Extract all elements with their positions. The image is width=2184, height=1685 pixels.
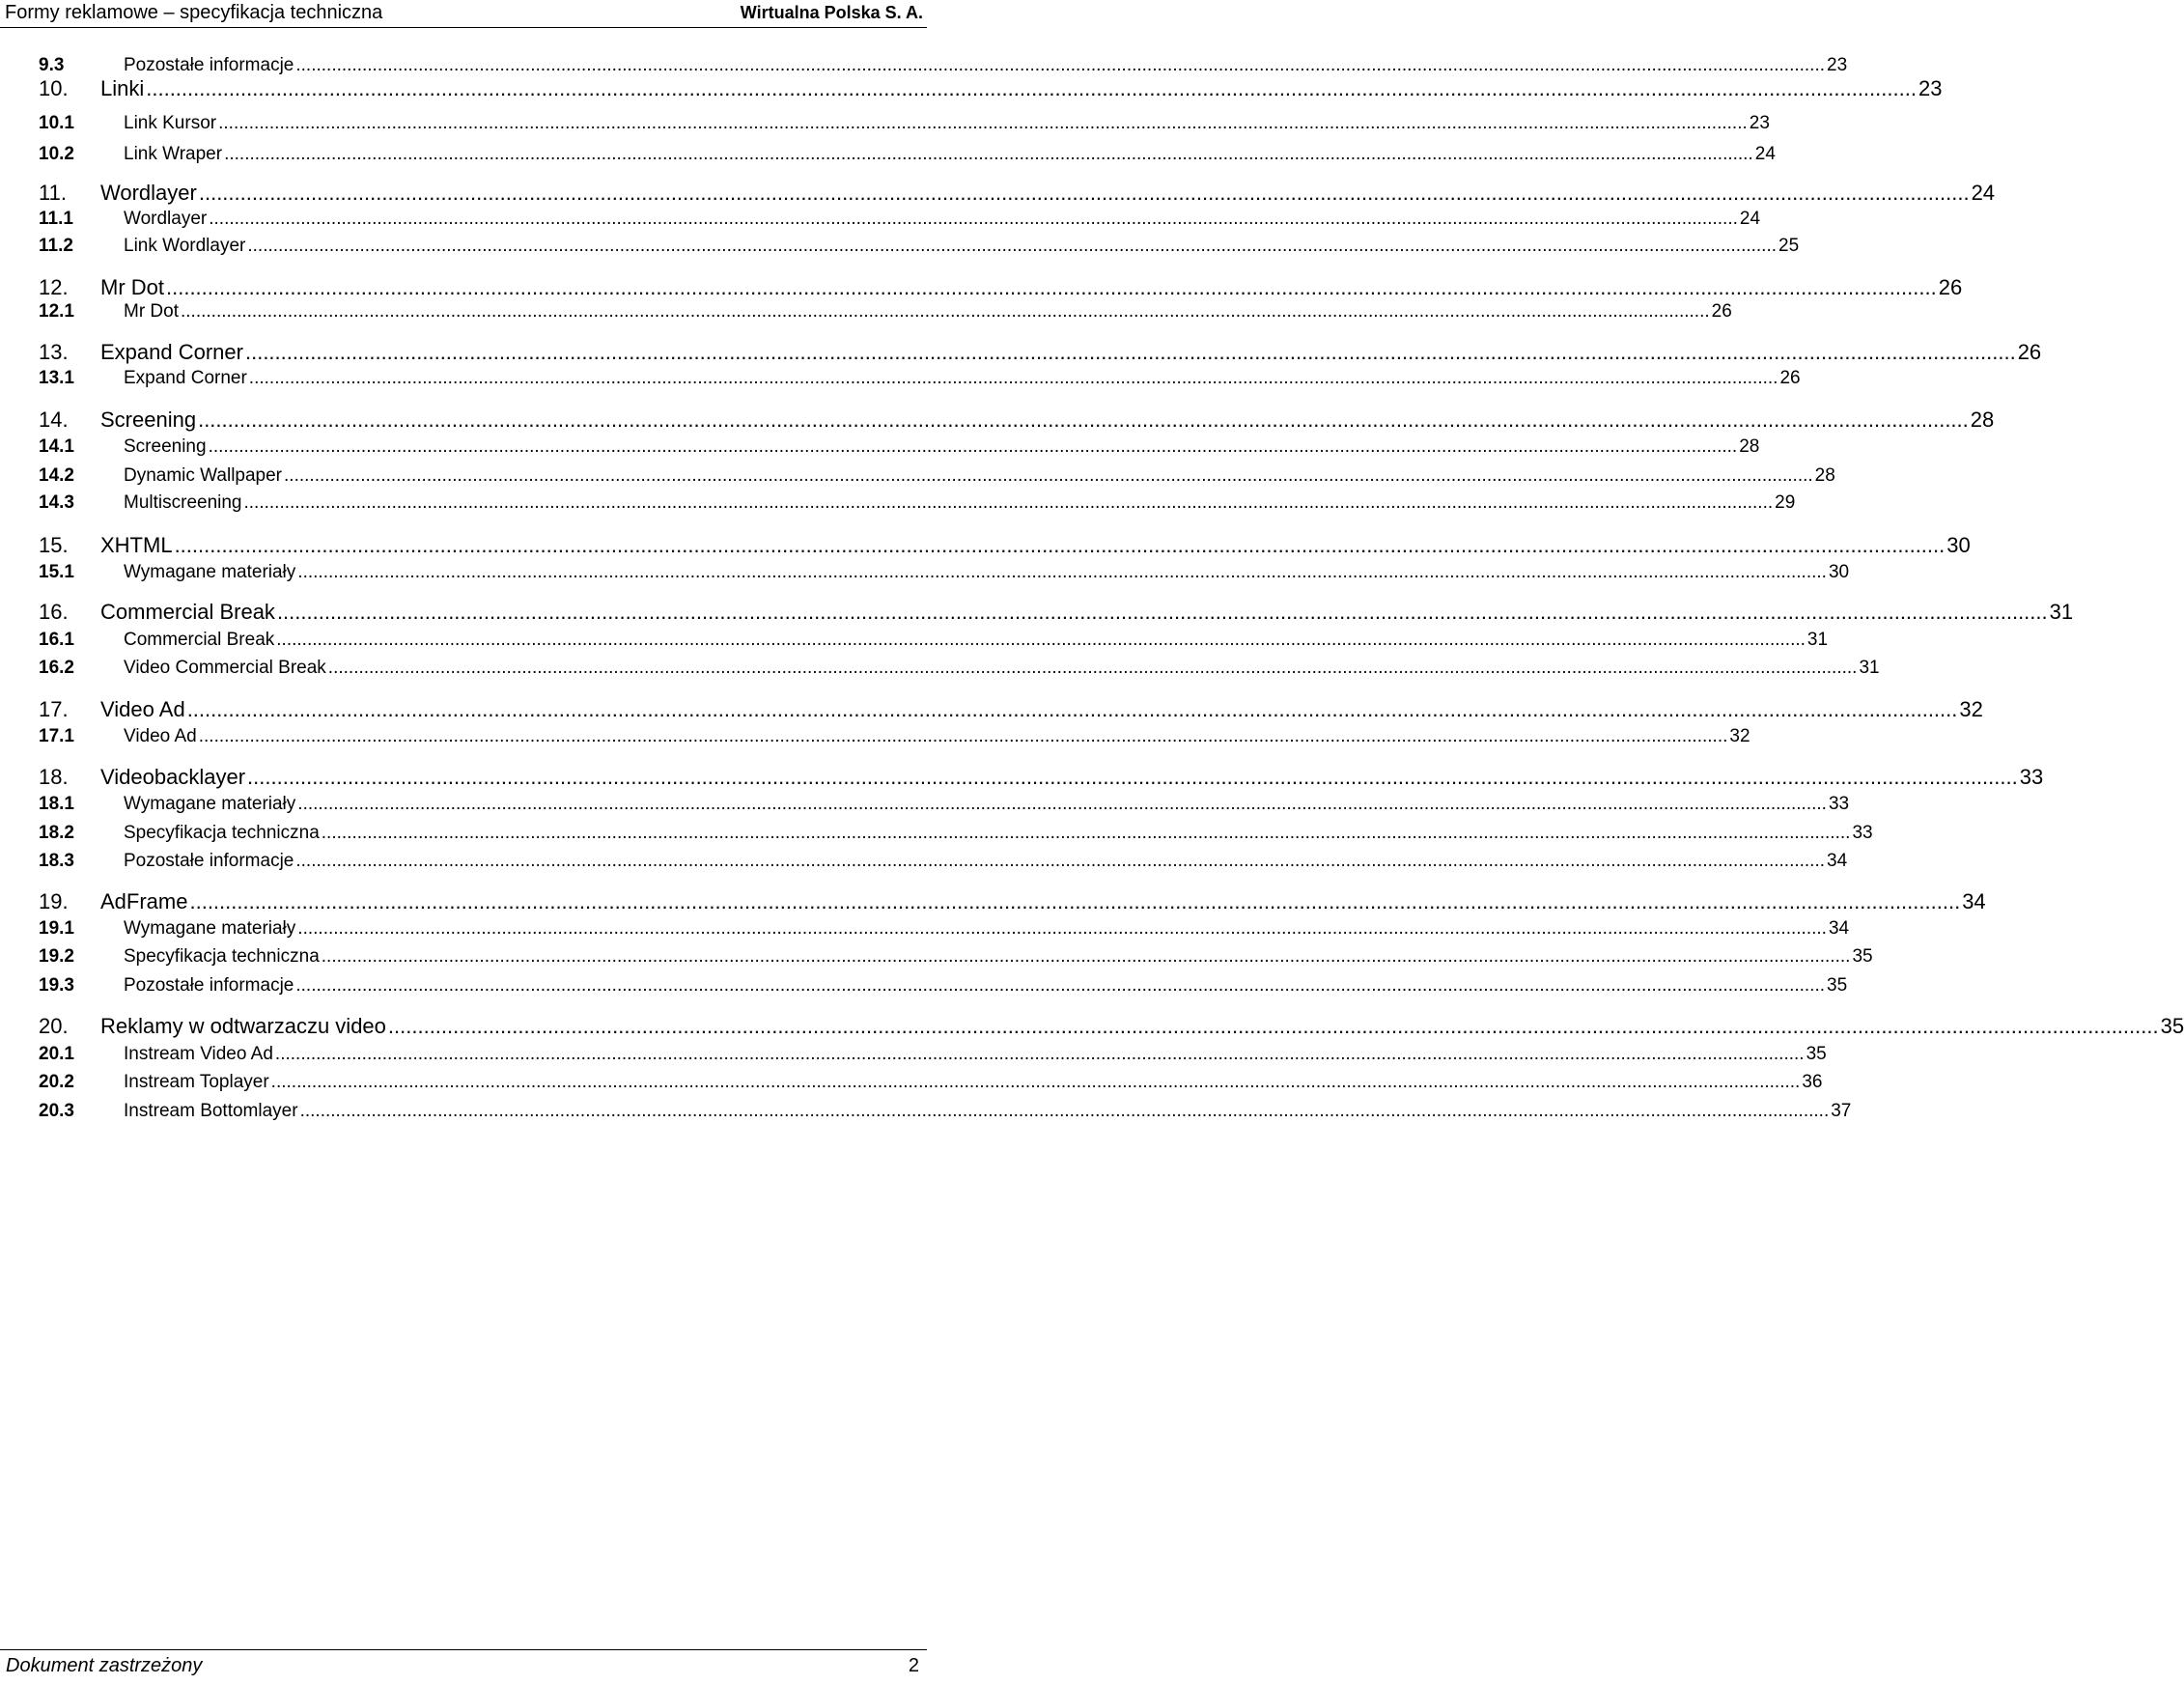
toc-entry-number: 14. [39, 407, 69, 432]
toc-entry-number: 17. [39, 697, 69, 721]
toc-entry-number: 16.2 [39, 658, 74, 678]
toc-entry-page: 36 [1802, 1072, 1823, 1092]
toc-entry[interactable] [39, 209, 1761, 238]
toc-entry-page: 30 [1828, 562, 1850, 582]
toc-entry-page: 35 [1852, 946, 1873, 967]
toc-entry-page: 23 [1749, 113, 1770, 133]
toc-entry-label: Video Ad [100, 697, 185, 721]
toc-entry-label: Videobacklayer [100, 765, 246, 789]
toc-entry-number: 18.2 [39, 823, 74, 843]
dot-leader: ............................................................................................................................................................................................................................................................................................................ [186, 697, 1958, 721]
dot-leader: ............................................................................................................................................................................................................................................................................................................ [270, 1072, 1801, 1092]
toc-entry-number: 20. [39, 1014, 69, 1038]
toc-entry-number: 9.3 [39, 55, 65, 75]
dot-leader: ............................................................................................................................................................................................................................................................................................................ [181, 301, 1710, 322]
toc-entry-number: 13.1 [39, 368, 74, 388]
toc-entry-number: 18.1 [39, 794, 74, 814]
toc-entry-number: 10.2 [39, 144, 74, 164]
toc-entry[interactable] [39, 407, 1995, 436]
toc-entry-label: Dynamic Wallpaper [124, 465, 283, 486]
toc-entry-page: 24 [1754, 144, 1776, 164]
toc-entry[interactable] [39, 697, 1983, 726]
dot-leader: ............................................................................................................................................................................................................................................................................................................ [295, 55, 1826, 75]
toc-entry-page: 35 [1827, 975, 1848, 996]
toc-entry-label: Multiscreening [124, 492, 242, 513]
toc-entry-label: Pozostałe informacje [124, 851, 294, 871]
toc-entry[interactable] [39, 436, 1760, 465]
dot-leader: ............................................................................................................................................................................................................................................................................................................ [198, 407, 1969, 432]
dot-leader: ............................................................................................................................................................................................................................................................................................................ [218, 113, 1748, 133]
toc-entry-number: 10. [39, 76, 69, 100]
toc-entry-number: 16. [39, 600, 69, 624]
dot-leader: ............................................................................................................................................................................................................................................................................................................ [247, 236, 1778, 256]
toc-entry-label: Mr Dot [124, 301, 179, 322]
toc-entry-label: Link Wraper [124, 144, 223, 164]
toc-entry-number: 14.2 [39, 465, 74, 486]
toc-entry-page: 26 [1938, 275, 1963, 299]
toc-entry[interactable] [39, 823, 1873, 852]
toc-entry-label: Mr Dot [100, 275, 164, 299]
toc-entry-number: 16.1 [39, 630, 74, 650]
company-name: Wirtualna Polska S. A. [740, 3, 923, 22]
toc-entry-page: 31 [2049, 600, 2074, 624]
toc-entry-number: 15. [39, 533, 69, 557]
toc-entry[interactable] [39, 113, 1770, 142]
dot-leader: ............................................................................................................................................................................................................................................................................................................ [321, 946, 1851, 967]
toc-entry-page: 29 [1775, 492, 1796, 513]
toc-entry-page: 34 [1828, 918, 1850, 939]
toc-entry-number: 11.1 [39, 209, 73, 229]
dot-leader: ............................................................................................................................................................................................................................................................................................................ [276, 600, 2048, 624]
dot-leader: ............................................................................................................................................................................................................................................................................................................ [243, 492, 1774, 513]
toc-entry-page: 35 [1806, 1044, 1827, 1064]
dot-leader: ............................................................................................................................................................................................................................................................................................................ [321, 823, 1851, 843]
toc-entry-number: 11. [39, 181, 67, 205]
toc-entry[interactable] [39, 76, 1943, 105]
toc-entry-label: Wymagane materiały [124, 794, 296, 814]
toc-entry[interactable] [39, 340, 2042, 369]
dot-leader: ............................................................................................................................................................................................................................................................................................................ [276, 630, 1806, 650]
toc-entry-page: 25 [1778, 236, 1800, 256]
toc-entry[interactable] [39, 600, 2074, 629]
toc-entry[interactable] [39, 946, 1873, 975]
toc-entry[interactable] [39, 658, 1880, 687]
toc-entry-label: Link Wordlayer [124, 236, 246, 256]
toc-entry-number: 17.1 [39, 726, 74, 746]
toc-entry[interactable] [39, 1072, 1823, 1101]
dot-leader: ............................................................................................................................................................................................................................................................................................................ [224, 144, 1753, 164]
toc-entry[interactable] [39, 492, 1796, 521]
toc-entry-page: 31 [1859, 658, 1880, 678]
toc-entry[interactable] [39, 1014, 2184, 1043]
toc-entry-label: Wordlayer [124, 209, 208, 229]
toc-entry-label: XHTML [100, 533, 173, 557]
document-title: Formy reklamowe – specyfikacja techniczna [5, 2, 383, 23]
dot-leader: ............................................................................................................................................................................................................................................................................................................ [295, 975, 1826, 996]
toc-entry-page: 28 [1814, 465, 1835, 486]
toc-entry-label: Expand Corner [124, 368, 247, 388]
toc-entry[interactable] [39, 726, 1750, 755]
toc-entry[interactable] [39, 1044, 1827, 1073]
toc-entry[interactable] [39, 144, 1776, 173]
toc-entry-label: Pozostałe informacje [124, 975, 294, 996]
toc-entry-number: 19.3 [39, 975, 74, 996]
toc-entry-number: 20.2 [39, 1072, 74, 1092]
dot-leader: ............................................................................................................................................................................................................................................................................................................ [297, 918, 1827, 939]
toc-entry-page: 37 [1831, 1101, 1852, 1121]
toc-entry-page: 26 [1711, 301, 1732, 322]
toc-entry[interactable] [39, 889, 1986, 918]
toc-entry-number: 14.3 [39, 492, 74, 513]
toc-entry[interactable] [39, 275, 1963, 304]
toc-entry-number: 19. [39, 889, 69, 913]
toc-entry-label: Video Ad [124, 726, 197, 746]
toc-entry-page: 32 [1959, 697, 1983, 721]
dot-leader: ............................................................................................................................................................................................................................................................................................................ [274, 1044, 1805, 1064]
toc-entry[interactable] [39, 851, 1848, 880]
toc-entry-label: Expand Corner [100, 340, 243, 364]
footer-divider [0, 1649, 927, 1650]
toc-entry[interactable] [39, 368, 1801, 397]
toc-entry[interactable] [39, 1101, 1852, 1130]
toc-entry[interactable] [39, 918, 1850, 947]
toc-entry-label: Wordlayer [100, 181, 197, 205]
toc-entry-page: 34 [1962, 889, 1986, 913]
toc-entry[interactable] [39, 181, 1996, 210]
toc-entry[interactable] [39, 465, 1835, 494]
toc-entry-label: Commercial Break [100, 600, 275, 624]
dot-leader: ............................................................................................................................................................................................................................................................................................................ [299, 1101, 1830, 1121]
dot-leader: ............................................................................................................................................................................................................................................................................................................ [198, 181, 1970, 205]
dot-leader: ............................................................................................................................................................................................................................................................................................................ [166, 275, 1937, 299]
toc-entry-number: 12. [39, 275, 69, 299]
toc-entry-label: Screening [124, 436, 207, 457]
toc-entry-number: 14.1 [39, 436, 74, 457]
dot-leader: ............................................................................................................................................................................................................................................................................................................ [174, 533, 1946, 557]
toc-entry[interactable] [39, 562, 1850, 591]
toc-entry-label: Instream Video Ad [124, 1044, 273, 1064]
toc-entry-label: Specyfikacja techniczna [124, 946, 320, 967]
toc-entry[interactable] [39, 630, 1829, 659]
toc-entry-number: 20.1 [39, 1044, 74, 1064]
toc-entry-label: Reklamy w odtwarzaczu video [100, 1014, 386, 1038]
toc-entry-number: 11.2 [39, 236, 73, 256]
toc-entry-number: 18. [39, 765, 69, 789]
dot-leader: ............................................................................................................................................................................................................................................................................................................ [146, 76, 1917, 100]
dot-leader: ............................................................................................................................................................................................................................................................................................................ [198, 726, 1728, 746]
toc-entry-label: Instream Bottomlayer [124, 1101, 298, 1121]
toc-entry-page: 28 [1970, 407, 1995, 432]
toc-entry-label: Commercial Break [124, 630, 275, 650]
toc-entry-page: 33 [1828, 794, 1850, 814]
toc-entry-number: 13. [39, 340, 69, 364]
toc-entry-page: 34 [1827, 851, 1848, 871]
toc-entry-label: Linki [100, 76, 145, 100]
toc-entry-number: 19.2 [39, 946, 74, 967]
toc-entry[interactable] [39, 975, 1848, 1004]
toc-entry-page: 31 [1806, 630, 1829, 650]
toc-entry-number: 15.1 [39, 562, 74, 582]
dot-leader: ............................................................................................................................................................................................................................................................................................................ [297, 794, 1827, 814]
toc-entry-page: 24 [1971, 181, 1996, 205]
toc-entry[interactable] [39, 301, 1732, 330]
toc-entry-label: Pozostałe informacje [124, 55, 294, 75]
toc-entry-page: 32 [1729, 726, 1750, 746]
toc-entry-number: 18.3 [39, 851, 74, 871]
toc-entry[interactable] [39, 765, 2044, 794]
toc-entry-page: 24 [1739, 209, 1761, 229]
toc-entry-number: 19.1 [39, 918, 74, 939]
dot-leader: ............................................................................................................................................................................................................................................................................................................ [208, 436, 1738, 457]
toc-entry-label: Instream Toplayer [124, 1072, 269, 1092]
toc-entry-page: 26 [2017, 340, 2042, 364]
toc-entry[interactable] [39, 236, 1800, 265]
page-number: 2 [908, 1655, 919, 1676]
dot-leader: ............................................................................................................................................................................................................................................................................................................ [284, 465, 1813, 486]
toc-entry-page: 23 [1827, 55, 1848, 75]
toc-entry-label: Specyfikacja techniczna [124, 823, 320, 843]
toc-entry-page: 33 [2019, 765, 2044, 789]
toc-entry-label: Wymagane materiały [124, 562, 296, 582]
toc-entry-page: 26 [1779, 368, 1801, 388]
dot-leader: ............................................................................................................................................................................................................................................................................................................ [327, 658, 1858, 678]
toc-entry-label: Video Commercial Break [124, 658, 326, 678]
toc-entry-label: Screening [100, 407, 197, 432]
dot-leader: ............................................................................................................................................................................................................................................................................................................ [244, 340, 2016, 364]
toc-entry-label: AdFrame [100, 889, 188, 913]
toc-entry-number: 20.3 [39, 1101, 74, 1121]
toc-entry-page: 30 [1946, 533, 1971, 557]
dot-leader: ............................................................................................................................................................................................................................................................................................................ [209, 209, 1738, 229]
toc-entry[interactable] [39, 533, 1971, 562]
toc-entry[interactable] [39, 794, 1850, 823]
dot-leader: ............................................................................................................................................................................................................................................................................................................ [387, 1014, 2159, 1038]
toc-entry-page: 23 [1918, 76, 1943, 100]
toc-entry-label: Link Kursor [124, 113, 217, 133]
dot-leader: ............................................................................................................................................................................................................................................................................................................ [295, 851, 1826, 871]
dot-leader: ............................................................................................................................................................................................................................................................................................................ [248, 368, 1778, 388]
toc-entry-label: Wymagane materiały [124, 918, 296, 939]
toc-entry-page: 33 [1852, 823, 1873, 843]
toc-entry-page: 28 [1739, 436, 1760, 457]
dot-leader: ............................................................................................................................................................................................................................................................................................................ [297, 562, 1827, 582]
footer-notice: Dokument zastrzeżony [6, 1655, 203, 1676]
dot-leader: ............................................................................................................................................................................................................................................................................................................ [189, 889, 1961, 913]
toc-entry-number: 12.1 [39, 301, 74, 322]
toc-entry-number: 10.1 [39, 113, 74, 133]
toc-entry-page: 35 [2160, 1014, 2184, 1038]
dot-leader: ............................................................................................................................................................................................................................................................................................................ [247, 765, 2018, 789]
